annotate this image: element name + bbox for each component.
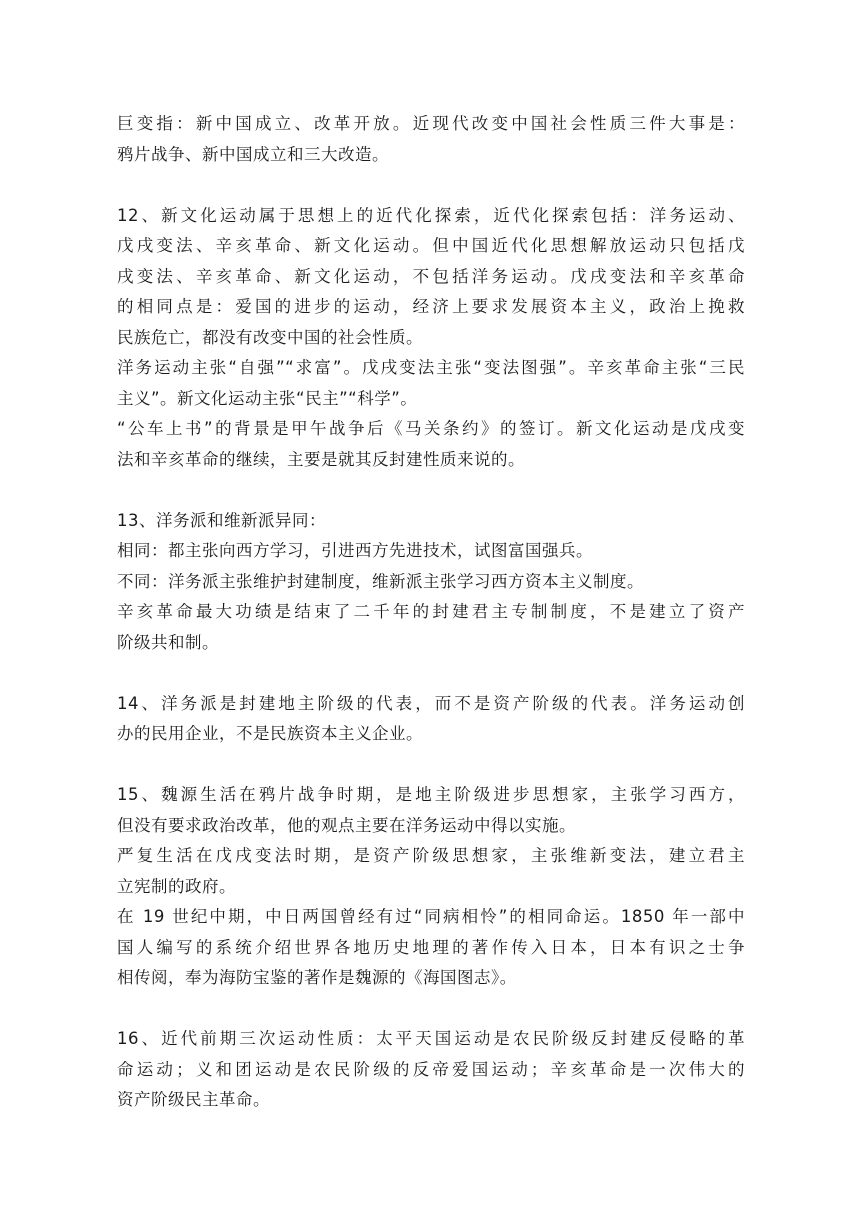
text-line: 12、新文化运动属于思想上的近代化探索，近代化探索包括：洋务运动、	[117, 205, 745, 225]
text-line: 鸦片战争、新中国成立和三大改造。	[117, 144, 389, 164]
paragraph-gap	[117, 170, 745, 201]
text-line: 在 19 世纪中期，中日两国曾经有过“同病相怜”的相同命运。1850 年一部中	[117, 907, 745, 926]
paragraph-13	[117, 506, 745, 659]
paragraph-gap	[117, 994, 745, 1025]
text-line: 资产阶级民主革命。	[117, 1090, 270, 1109]
text-line: 14、洋务派是封建地主阶级的代表，而不是资产阶级的代表。洋务运动创	[117, 693, 745, 713]
text-line: 相同：都主张向西方学习，引进西方先进技术，试图富国强兵。	[117, 541, 593, 560]
text-line: 戊戌变法、辛亥革命、新文化运动。但中国近代化思想解放运动只包括戊	[117, 236, 745, 255]
text-line: 的相同点是：爱国的进步的运动，经济上要求发展资本主义，政治上挽救	[117, 297, 745, 316]
text-line: 但没有要求政治改革，他的观点主要在洋务运动中得以实施。	[117, 815, 576, 835]
text-line: 辛亥革命最大功绩是结束了二千年的封建君主专制制度，不是建立了资产	[117, 602, 745, 621]
text-line: 主义”。新文化运动主张“民主”“科学”。	[117, 388, 418, 408]
text-line: 民族危亡，都没有改变中国的社会性质。	[117, 327, 423, 347]
paragraph-11-tail	[117, 109, 745, 170]
text-line: 办的民用企业，不是民族资本主义企业。	[117, 724, 423, 743]
paragraph-gap	[117, 475, 745, 506]
paragraph-gap	[117, 658, 745, 689]
text-line: 不同：洋务派主张维护封建制度，维新派主张学习西方资本主义制度。	[117, 571, 644, 591]
text-line: 阶级共和制。	[117, 632, 219, 652]
paragraph-15	[117, 780, 745, 994]
text-line: 相传阅，奉为海防宝鉴的著作是魏源的《海国图志》。	[117, 968, 517, 987]
paragraph-12	[117, 201, 745, 476]
paragraph-gap	[117, 750, 745, 781]
text-line: 严复生活在戊戌变法时期，是资产阶级思想家，主张维新变法，建立君主	[117, 846, 745, 865]
text-line: 16、近代前期三次运动性质：太平天国运动是农民阶级反封建反侵略的革	[117, 1029, 745, 1048]
text-line: 法和辛亥革命的继续，主要是就其反封建性质来说的。	[117, 449, 525, 469]
text-line: 洋务运动主张“自强”“求富”。戊戌变法主张“变法图强”。辛亥革命主张“三民	[117, 358, 745, 377]
text-line: 15、魏源生活在鸦片战争时期，是地主阶级进步思想家，主张学习西方，	[117, 785, 745, 804]
document-body	[117, 109, 745, 1116]
paragraph-14	[117, 689, 745, 750]
text-line: 戌变法、辛亥革命、新文化运动，不包括洋务运动。戊戌变法和辛亥革命	[117, 266, 745, 286]
paragraph-16	[117, 1024, 745, 1116]
text-line: 国人编写的系统介绍世界各地历史地理的著作传入日本，日本有识之士争	[117, 937, 745, 957]
text-line: 命运动；义和团运动是农民阶级的反帝爱国运动；辛亥革命是一次伟大的	[117, 1059, 745, 1079]
text-line: 巨变指：新中国成立、改革开放。近现代改变中国社会性质三件大事是：	[117, 114, 745, 133]
text-line: 13、洋务派和维新派异同：	[117, 510, 326, 530]
text-line: “公车上书”的背景是甲午战争后《马关条约》的签订。新文化运动是戊戌变	[117, 419, 745, 438]
text-line: 立宪制的政府。	[117, 876, 236, 896]
